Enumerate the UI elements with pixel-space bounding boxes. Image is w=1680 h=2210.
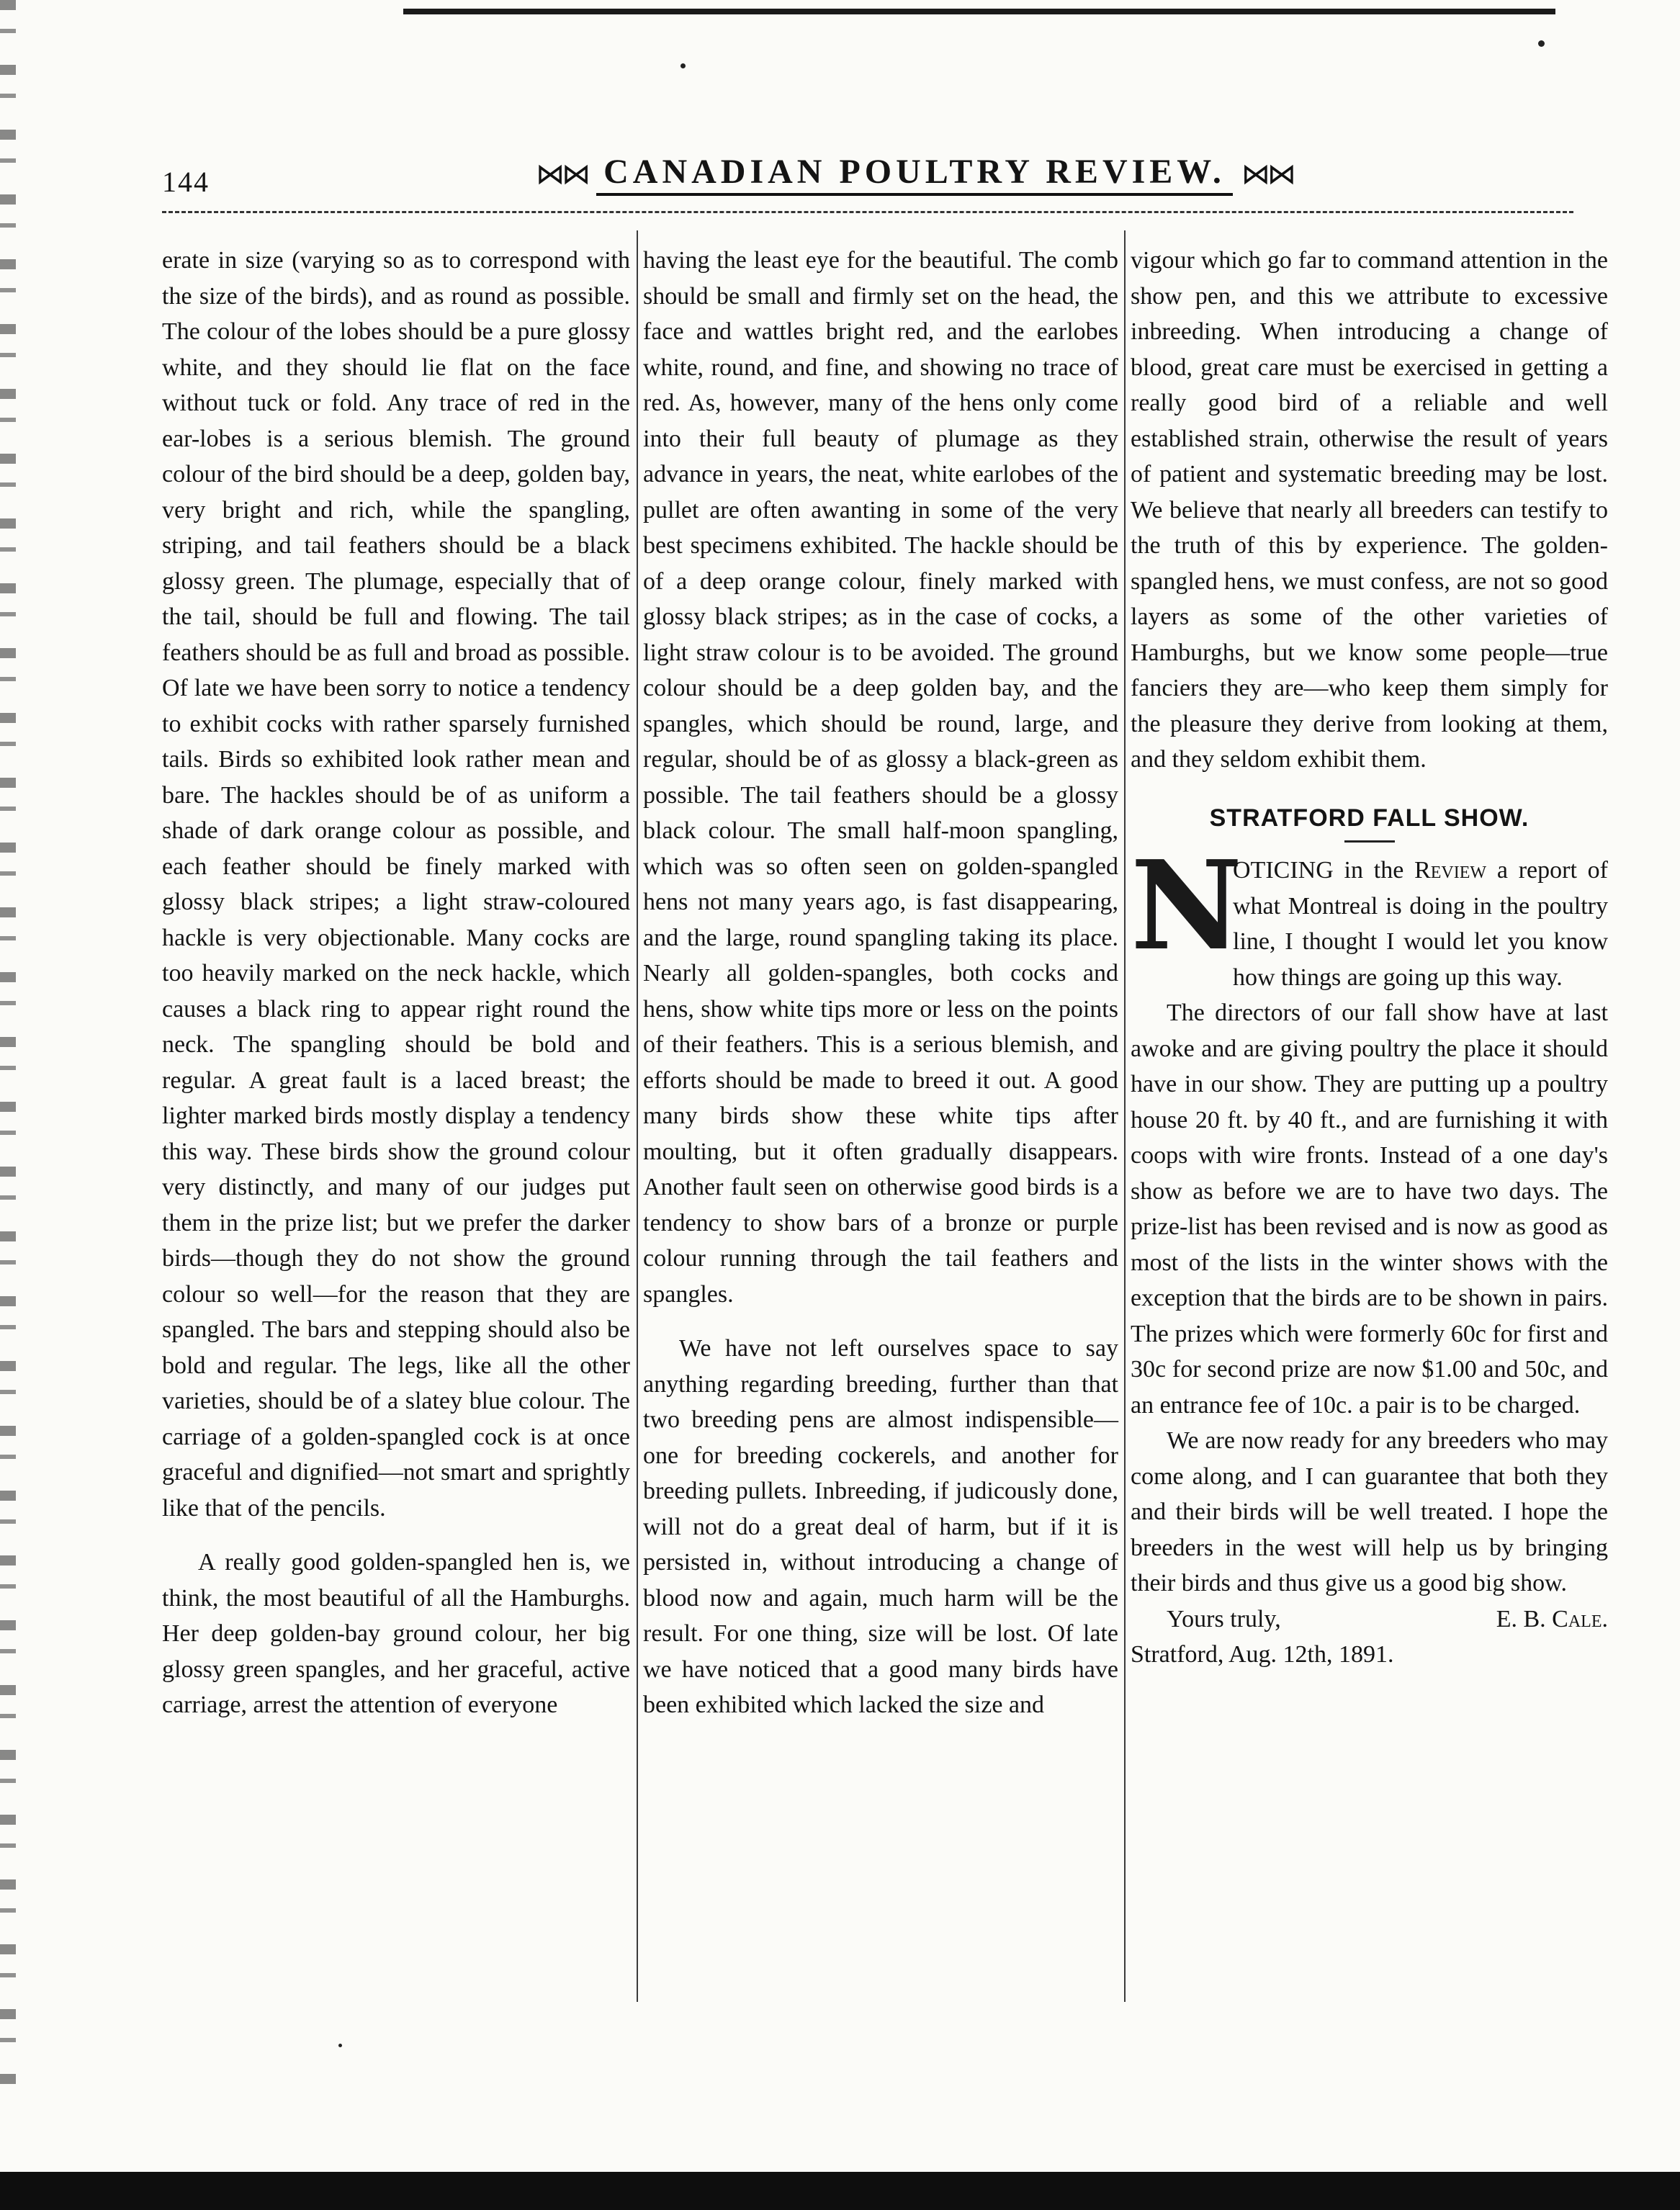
article-heading: STRATFORD FALL SHOW.	[1209, 804, 1529, 832]
column-3	[1131, 243, 1608, 1673]
header-rule	[162, 211, 1573, 213]
column-2	[643, 243, 1118, 1723]
closing: Yours truly,	[1167, 1605, 1281, 1632]
column-divider	[1124, 230, 1126, 2002]
ink-speck	[1538, 40, 1545, 47]
ornament-left-icon: ⋈⋈	[536, 157, 588, 190]
scanned-page-edge	[0, 0, 16, 2088]
masthead-title: CANADIAN POULTRY REVIEW.	[596, 152, 1233, 196]
column-divider	[637, 230, 638, 2002]
drop-cap: N	[1131, 834, 1243, 978]
paragraph: We are now ready for any breeders who may come along, and I can guarantee that both they and their birds will be well treated. I hope the breeders in the west will help us by bringing their birds and thus give us a good big show.	[1131, 1427, 1608, 1596]
text-run: a report of what Montreal is doing in the poultry line, I thought I would let you know how things are going up this way.	[1233, 857, 1608, 991]
paragraph: The directors of our fall show have at last awoke and are giving poultry the place it should have in our show. They are putting up a poultry house 20 ft. by 40 ft., and are furnishing it with coops with wire fronts. Instead of a one day's show as before we are to have two days. The prize-list has been revised and is now as good as most of the lists in the winter shows with the exception that the birds are to be shown in pairs. The prizes which were formerly 60c for first and 30c for second prize are now $1.00 and 50c, and an entrance fee of 10c. a pair is to be charged.	[1131, 1000, 1608, 1419]
paragraph	[1131, 834, 1608, 995]
signature: E. B. Cale.	[1496, 1605, 1608, 1632]
paragraph: erate in size (varying so as to correspond with the size of the birds), and as round as possible. The colour of the lobes should be a pure glossy white, and they should lie flat on the face without tuck or fold. Any trace of red in the ear-lobes is a serious blemish. The ground colour of the bird should be a deep, golden bay, very bright and rich, while the spangling, striping, and tail feathers should be a black glossy green. The plumage, especially that of the tail, should be full and flowing. The tail feathers should be as full and broad as possible. Of late we have been sorry to notice a tendency to exhibit cocks with rather sparsely furnished tails. Birds so exhibited look rather mean and bare. The hackles should be of as uniform a shade of dark orange colour as possible, and each feather should be finely marked with glossy black stripes; a light straw-coloured hackle is very objectionable. Many cocks are too heavily marked on the neck hackle, which causes a black ring to appear right round the neck. The spangling should be bold and regular. A great fault is a laced breast; the lighter marked birds mostly display a tendency this way. These birds show the ground colour very distinctly, and many of our judges put them in the prize list; but we prefer the darker birds—though they do not show the ground colour so well—for the reason that they are spangled. The bars and stepping should also be bold and regular. The legs, like all the other varieties, should be of a slatey blue colour. The carriage of a golden-spangled cock is at once graceful and dignified—not smart and sprightly like that of the pencils.	[162, 247, 630, 1522]
page-number: 144	[162, 166, 210, 198]
closing-line	[1131, 1602, 1608, 1638]
paragraph: having the least eye for the beautiful. The comb should be small and firmly set on the head, the face and wattles bright red, and the earlobes white, round, and fine, and showing no trace of red. As, however, many of the hens only come into their full beauty of plumage as they advance in years, the neat, white earlobes of the pullet are often awanting in some of the very best specimens exhibited. The hackle should be of a deep orange colour, finely marked with glossy black stripes; as in the case of cocks, a light straw colour is to be avoided. The ground colour should be a deep golden bay, and the spangles, which should be round, large, and regular, should be of as glossy a black-green as possible. The tail feathers should be a glossy black colour. The small half-moon spangling, which was so often seen on golden-spangled hens not many years ago, is fast disappearing, and the large, round spangling taking its place. Nearly all golden-spangles, both cocks and hens, show white tips more or less on the points of their feathers. This is a serious blemish, and efforts should be made to breed it out. A good many birds show these white tips after moulting, but it often gradually disappears. Another fault seen on otherwise good birds is a tendency to show bars of a bronze or purple colour running through the tail feathers and spangles.	[643, 247, 1118, 1308]
ink-speck	[680, 63, 686, 68]
paragraph: vigour which go far to command attention in the show pen, and this we attribute to excessive inbreeding. When introducing a change of blood, great care must be exercised in getting a really good bird of a reliable and well established strain, otherwise the result of years of patient and systematic breeding may be lost. We believe that nearly all breeders can testify to the truth of this by experience. The golden-spangled hens, we must confess, are not so good layers as some of the other varieties of Hamburghs, but we know some people—true fanciers they are—who keep them simply for the pleasure they derive from looking at them, and they seldom exhibit them.	[1131, 247, 1608, 773]
bottom-edge	[0, 2172, 1680, 2210]
ornament-right-icon: ⋈⋈	[1241, 157, 1293, 190]
masthead	[536, 148, 1293, 199]
paragraph: A really good golden-spangled hen is, we think, the most beautiful of all the Hamburghs. Her deep golden-bay ground colour, her big glossy green spangles, and her graceful, active carriage, arrest the attention of everyone	[162, 1549, 630, 1718]
page-header	[162, 148, 1573, 205]
dateline: Stratford, Aug. 12th, 1891.	[1131, 1641, 1394, 1668]
top-rule	[403, 9, 1555, 14]
text-run: OTICING in the	[1233, 857, 1415, 884]
heading-rule	[1344, 840, 1395, 843]
text-run: Review	[1414, 857, 1487, 884]
column-1	[162, 243, 630, 1723]
paragraph: We have not left ourselves space to say anything regarding breeding, further than that two breeding pens are almost indispensible—one for breeding cockerels, and another for breeding pullets. Inbreeding, if judicously done, will not do a great deal of harm, but if it is persisted in, without introducing a change of blood now and again, much harm will be the result. For one thing, size will be lost. Of late we have noticed that a good many birds have been exhibited which lacked the size and	[643, 1335, 1118, 1718]
ink-speck	[338, 2044, 342, 2047]
